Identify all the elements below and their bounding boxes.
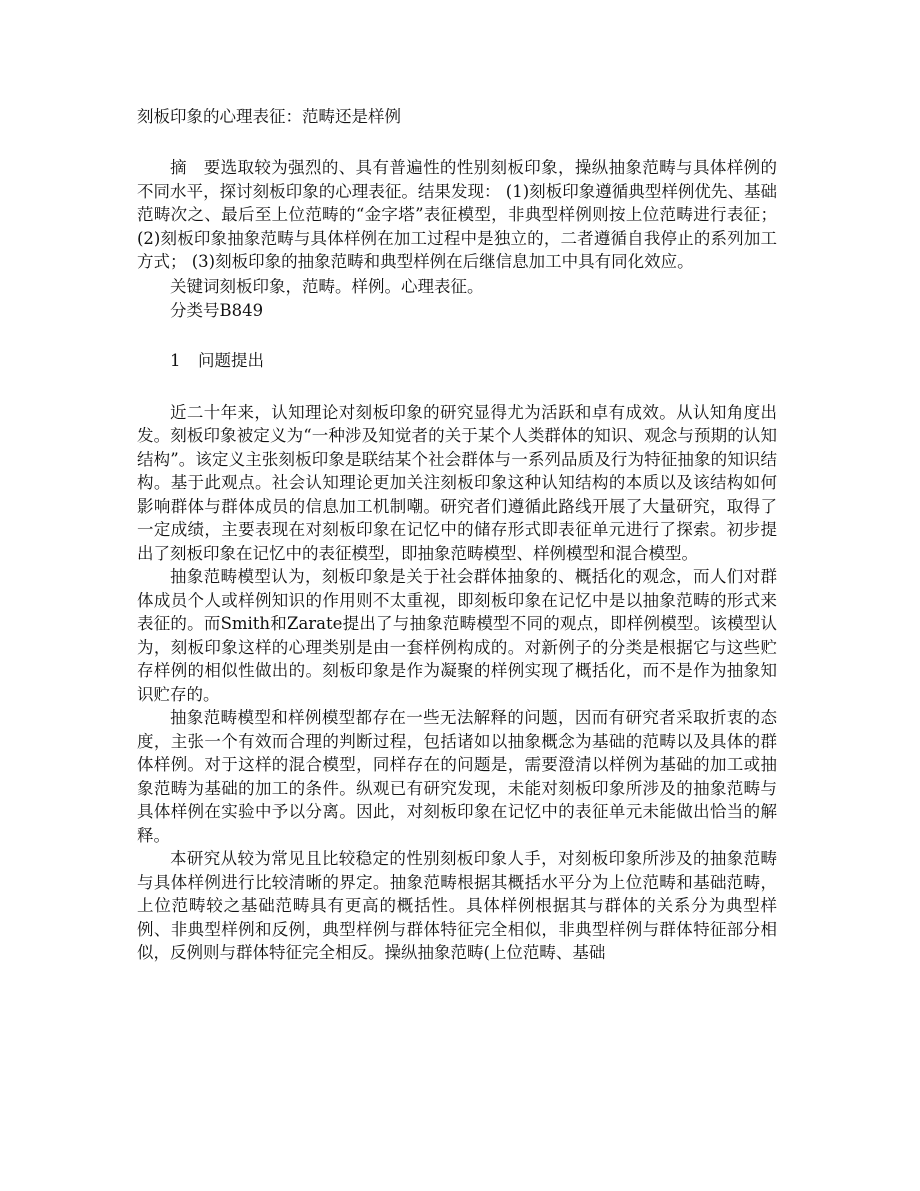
- abstract-label: 摘: [170, 158, 187, 177]
- section-title: 问题提出: [198, 350, 264, 370]
- document-title: 刻板印象的心理表征：范畴还是样例: [137, 107, 401, 126]
- section-heading: [137, 349, 777, 373]
- keywords-line: 关键词刻板印象，范畴。样例。心理表征。: [170, 276, 484, 296]
- section-number: 1: [170, 350, 181, 370]
- abstract-paragraph: [137, 156, 777, 274]
- classification-line: 分类号B849: [170, 300, 264, 320]
- document-page: [137, 104, 777, 965]
- body-paragraph: 抽象范畴模型认为，刻板印象是关于社会群体抽象的、概括化的观念，而人们对群体成员个人或样例知识的作用则不太重视，即刻板印象在记忆中是以抽象范畴的形式来表征的。而Smith和Zarate提出了与抽象范畴模型不同的观点，即样例模型。该模型认为，刻板印象这样的心理类别是由一套样例构成的。对新例子的分类是根据它与这些贮存样例的相似性做出的。刻板印象是作为凝聚的样例实现了概括化，而不是作为抽象知识贮存的。: [137, 567, 777, 704]
- body-paragraph: 本研究从较为常见且比较稳定的性别刻板印象人手，对刻板印象所涉及的抽象范畴与具体样例进行比较清晰的界定。抽象范畴根据其概括水平分为上位范畴和基础范畴，上位范畴较之基础范畴具有更高的概括性。具体样例根据其与群体的关系分为典型样例、非典型样例和反例，典型样例与群体特征完全相似，非典型样例与群体特征部分相似，反例则与群体特征完全相反。操纵抽象范畴(上位范畴、基础: [137, 849, 777, 962]
- body-paragraph: 抽象范畴模型和样例模型都存在一些无法解释的问题，因而有研究者采取折衷的态度，主张一个有效而合理的判断过程，包括诸如以抽象概念为基础的范畴以及具体的群体样例。对于这样的混合模型，同样存在的问题是，需要澄清以样例为基础的加工或抽象范畴为基础的加工的条件。纵观已有研究发现，未能对刻板印象所涉及的抽象范畴与具体样例在实验中予以分离。因此，对刻板印象在记忆中的表征单元未能做出恰当的解释。: [137, 708, 777, 845]
- abstract-text: 要选取较为强烈的、具有普遍性的性别刻板印象，操纵抽象范畴与具体样例的不同水平，探讨刻板印象的心理表征。结果发现： (1)刻板印象遵循典型样例优先、基础范畴次之、最后至上位范畴的“金字塔”表征模型，非典型样例则按上位范畴进行表征； (2)刻板印象抽象范畴与具体样例在加工过程中是独立的，二者遵循自我停止的系列加工方式； (3)刻板印象的抽象范畴和典型样例在后继信息加工中具有同化效应。: [137, 158, 777, 271]
- body-paragraph: 近二十年来，认知理论对刻板印象的研究显得尤为活跃和卓有成效。从认知角度出发。刻板印象被定义为“一种涉及知觉者的关于某个人类群体的知识、观念与预期的认知结构”。该定义主张刻板印象是联结某个社会群体与一系列品质及行为特征抽象的知识结构。基于此观点。社会认知理论更加关注刻板印象这种认知结构的本质以及该结构如何影响群体与群体成员的信息加工机制嘲。研究者们遵循此路线开展了大量研究，取得了一定成绩，主要表现在对刻板印象在记忆中的储存形式即表征单元进行了探索。初步提出了刻板印象在记忆中的表征模型，即抽象范畴模型、样例模型和混合模型。: [137, 402, 777, 563]
